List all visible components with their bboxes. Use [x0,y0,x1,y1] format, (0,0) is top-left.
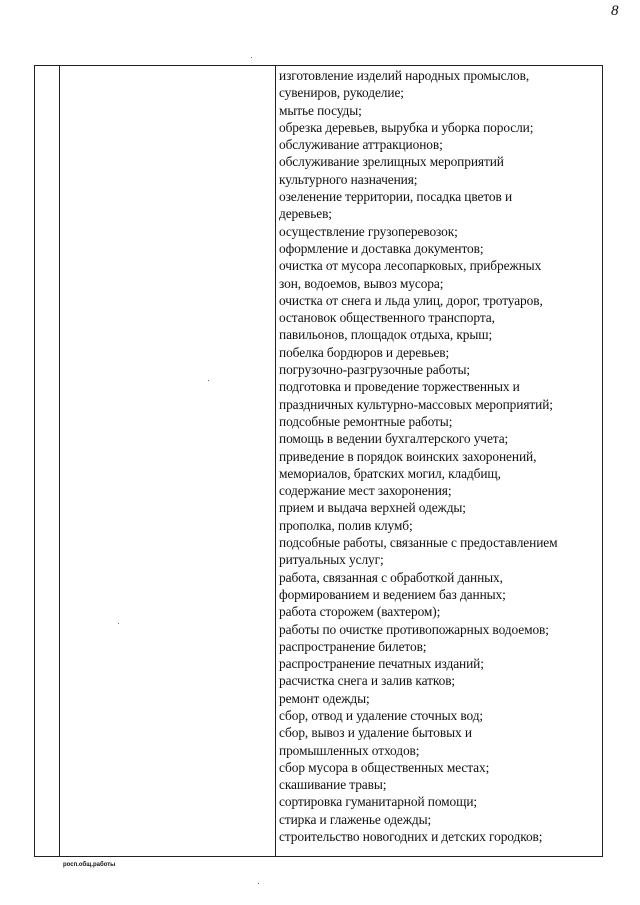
list-item: сувениров, рукоделие; [279,85,404,101]
list-item: подготовка и проведение торжественных и [279,379,520,395]
list-item: содержание мест захоронения; [279,483,452,499]
list-item: обслуживание аттракционов; [279,137,443,153]
list-item: прием и выдача верхней одежды; [279,500,466,516]
list-item: работа сторожем (вахтером); [279,604,441,620]
list-item: очистка от снега и льда улиц, дорог, тротуаров, [279,292,543,308]
footer-note: росп.общ.работы [63,862,116,868]
list-item: распространение печатных изданий; [279,656,484,672]
list-item: работы по очистке противопожарных водоемов; [279,621,549,637]
list-item: работа, связанная с обработкой данных, [279,569,503,585]
list-item: деревьев; [279,206,332,222]
list-item: стирка и глаженье одежды; [279,811,432,827]
list-item: приведение в порядок воинских захоронений, [279,448,537,464]
list-item: обрезка деревьев, вырубка и уборка поросли; [279,119,534,135]
list-item: промышленных отходов; [279,742,420,758]
scan-speck [251,57,252,58]
scan-speck [258,883,259,884]
list-item: побелка бордюров и деревьев; [279,344,450,360]
page-number: 8 [611,3,619,19]
column-divider-2 [275,66,276,856]
list-item: распространение билетов; [279,638,427,654]
scan-speck [208,380,209,381]
list-item: строительство новогодних и детских городков; [279,829,543,845]
list-item: мемориалов, братских могил, кладбищ, [279,465,501,481]
list-item: сбор мусора в общественных местах; [279,759,490,775]
list-item: сбор, отвод и удаление сточных вод; [279,707,484,723]
list-item: озеленение территории, посадка цветов и [279,189,513,205]
list-item: погрузочно-разгрузочные работы; [279,362,471,378]
list-item: скашивание травы; [279,777,387,793]
list-item: праздничных культурно-массовых мероприятий; [279,396,553,412]
list-item: культурного назначения; [279,171,418,187]
column-divider-1 [59,66,60,856]
work-types-list [279,67,601,845]
list-item: зон, водоемов, вывоз мусора; [279,275,444,291]
list-item: мытье посуды; [279,102,362,118]
list-item: подсобные работы, связанные с предоставлением [279,535,558,551]
list-item: подсобные ремонтные работы; [279,413,453,429]
list-item: оформление и доставка документов; [279,240,484,256]
list-item: сбор, вывоз и удаление бытовых и [279,725,472,741]
list-item: помощь в ведении бухгалтерского учета; [279,431,509,447]
list-item: павильонов, площадок отдыха, крыш; [279,327,493,343]
list-item: ремонт одежды; [279,690,370,706]
list-item: формированием и ведением баз данных; [279,586,506,602]
list-item: ритуальных услуг; [279,552,384,568]
list-item: изготовление изделий народных промыслов, [279,68,530,83]
list-item: прополка, полив клумб; [279,517,413,533]
list-item: остановок общественного транспорта, [279,310,495,326]
list-item: обслуживание зрелищных мероприятий [279,154,504,170]
scan-speck [118,623,119,624]
list-item: осуществление грузоперевозок; [279,223,458,239]
list-item: очистка от мусора лесопарковых, прибрежных [279,258,542,274]
list-item: сортировка гуманитарной помощи; [279,794,478,810]
list-item: расчистка снега и залив катков; [279,673,456,689]
